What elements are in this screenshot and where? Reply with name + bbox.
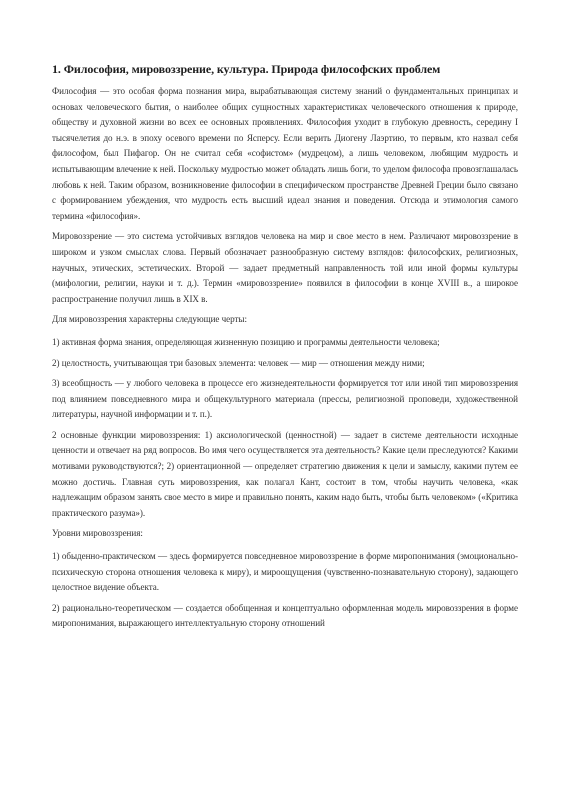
document-page [52, 62, 518, 637]
paragraph-worldview-functions: 2 основные функции мировоззрения: 1) аксиологической (ценностной) — задает в системе деятельности исходные ценности и отвечает на ряд вопросов. Во имя чего осуществляется эта деятельность? Какие цели преследуются? Какими мотивами руководствуются?; 2) ориентационной — определяет стратегию движения к цели и замыслу, какими путем ее можно достичь. Главная суть мировоззрения, как полагал Кант, состоит в том, чтобы научить человека, «как надлежащим образом занять свое место в мире и правильно понять, каким надо быть, чтобы быть человеком» («Критика практического разума»). [52, 429, 518, 518]
paragraph-worldview-features-intro: Для мировоззрения характерны следующие черты: [52, 314, 247, 325]
paragraph-level-1: 1) обыденно-практическом — здесь формируется повседневное мировоззрение в форме миропонимания (эмоционально-психическую сторона отношения человека к миру), и мироощущения (чувственно-познавательную сторону), задающего целостное видение объекта. [52, 551, 518, 593]
paragraph-worldview-levels-intro: Уровни мировоззрения: [52, 528, 143, 539]
paragraph-worldview-definition: Мировоззрение — это система устойчивых взглядов человека на мир и свое место в нем. Различают мировоззрение в широком и узком смыслах слова. Первый обозначает разнообразную систему взглядов: философских, религиозных, научных, этических, эстетических. Второй — задает предметный направленность той или иной формы культуры (мифологии, религии, науки и т. д.). Термин «мировоззрение» появился в философии в конце XVIII в., а широкое распространение получил лишь в XIX в. [52, 231, 518, 304]
paragraph-feature-1: 1) активная форма знания, определяющая жизненную позицию и программы деятельности человека; [52, 336, 440, 347]
document-title: 1. Философия, мировоззрение, культура. Природа философских проблем [52, 62, 441, 76]
paragraph-philosophy-definition: Философия — это особая форма познания мира, вырабатывающая систему знаний о фундаментальных принципах и основах человеческого бытия, о наиболее общих сущностных характеристиках человеческого отношения к природе, обществу и духовной жизни во всех ее основных проявлениях. Философия уходит в глубокую древность, середину I тысячелетия до н.э. в эпоху осевого времени по Ясперсу. Если верить Диогену Лаэртию, то первым, кто назвал себя философом, был Пифагор. Он не считал себя «софистом» (мудрецом), а лишь человеком, любящим мудрость и испытывающим влечение к ней. Поскольку мудростью может обладать лишь боги, то уделом философа провозглашалась любовь к ней. Таким образом, возникновение философии в специфическом пространстве Древней Греции было связано с формированием убеждения, что мудрость есть высший идеал знания и поведения. Отсюда и этимология самого термина «философия». [52, 86, 518, 221]
paragraph-feature-2: 2) целостность, учитывающая три базовых элемента: человек — мир — отношения между ними; [52, 357, 425, 368]
paragraph-feature-3: 3) всеобщность — у любого человека в процессе его жизнедеятельности формируется тот или иной тип мировоззрения под влиянием повседневного мира и общекультурного материала (прессы, религиозной проповеди, художественной литературы, научной информации и т. п.). [52, 378, 518, 420]
paragraph-level-2: 2) рационально-теоретическом — создается обобщенная и концептуально оформленная модель мировоззрения в форме миропонимания, выражающего интеллектуальную сторону отношений [52, 602, 518, 629]
